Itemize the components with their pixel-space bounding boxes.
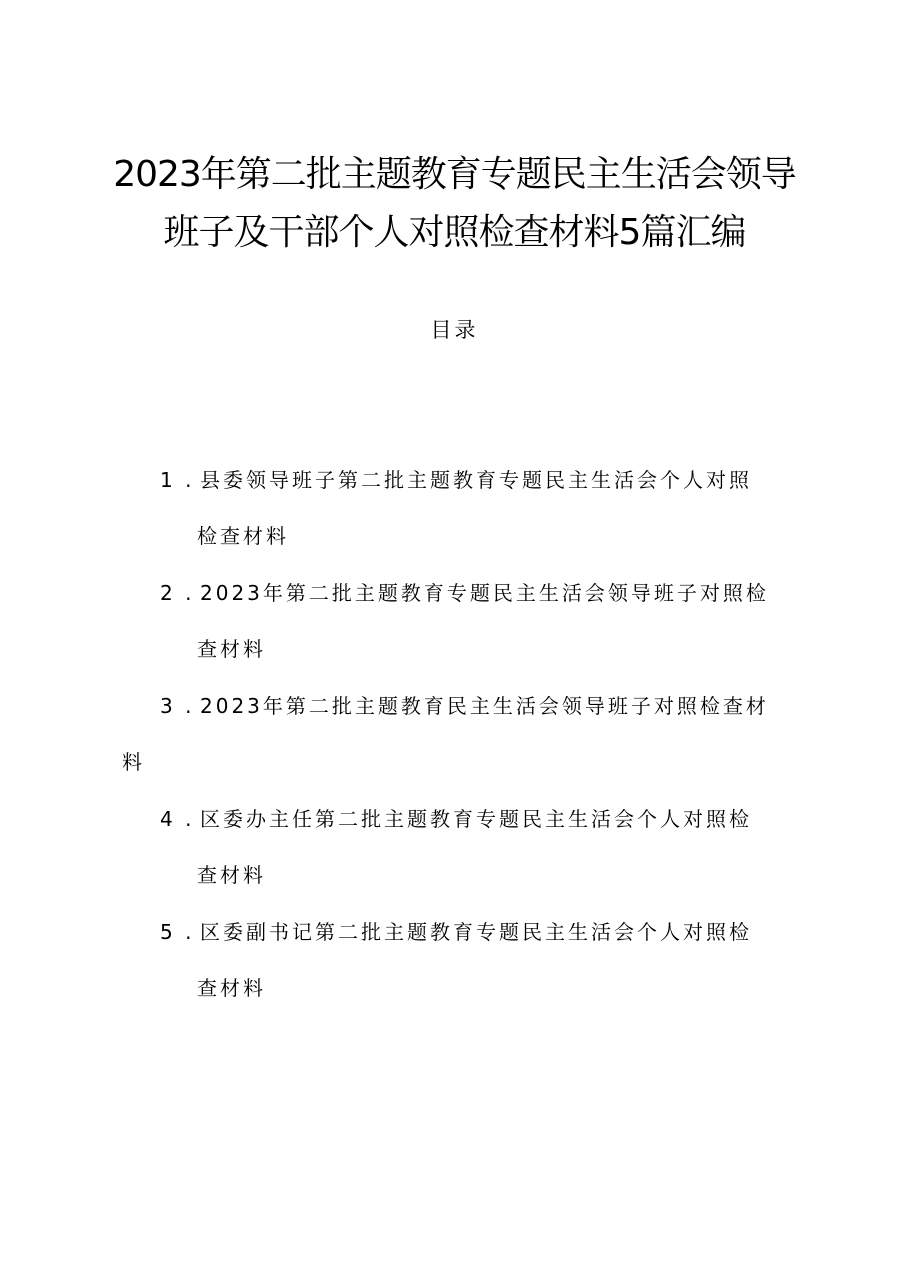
toc-item-number: 1 . (160, 468, 195, 492)
toc-item-2 (0, 565, 909, 678)
toc-item-number: 3 . (160, 694, 195, 718)
toc-item-3 (0, 678, 909, 791)
table-of-contents (0, 452, 909, 1017)
toc-item-text: 2023年第二批主题教育民主生活会领导班子对照检查材 (200, 694, 769, 718)
toc-item-4 (0, 791, 909, 904)
toc-item-text: 县委领导班子第二批主题教育专题民主生活会个人对照 (200, 468, 752, 492)
toc-item-text: 2023年第二批主题教育专题民主生活会领导班子对照检 (200, 581, 769, 605)
toc-item-number: 2 . (160, 581, 195, 605)
title-line-2: 班子及干部个人对照检查材料5篇汇编 (163, 212, 746, 253)
toc-item-text-continued: 查材料 (197, 863, 266, 887)
toc-item-text-continued: 查材料 (197, 637, 266, 661)
toc-item-text-continued: 料 (122, 750, 145, 774)
toc-item-number: 4 . (160, 807, 195, 831)
document-title (0, 146, 909, 262)
toc-item-text: 区委办主任第二批主题教育专题民主生活会个人对照检 (200, 807, 752, 831)
toc-item-text: 区委副书记第二批主题教育专题民主生活会个人对照检 (200, 920, 752, 944)
toc-item-text-continued: 检查材料 (197, 524, 289, 548)
toc-item-number: 5 . (160, 920, 195, 944)
toc-heading: 目录 (430, 318, 479, 342)
toc-item-1 (0, 452, 909, 565)
title-line-1: 2023年第二批主题教育专题民主生活会领导 (113, 154, 796, 195)
toc-item-text-continued: 查材料 (197, 976, 266, 1000)
toc-item-5 (0, 904, 909, 1017)
